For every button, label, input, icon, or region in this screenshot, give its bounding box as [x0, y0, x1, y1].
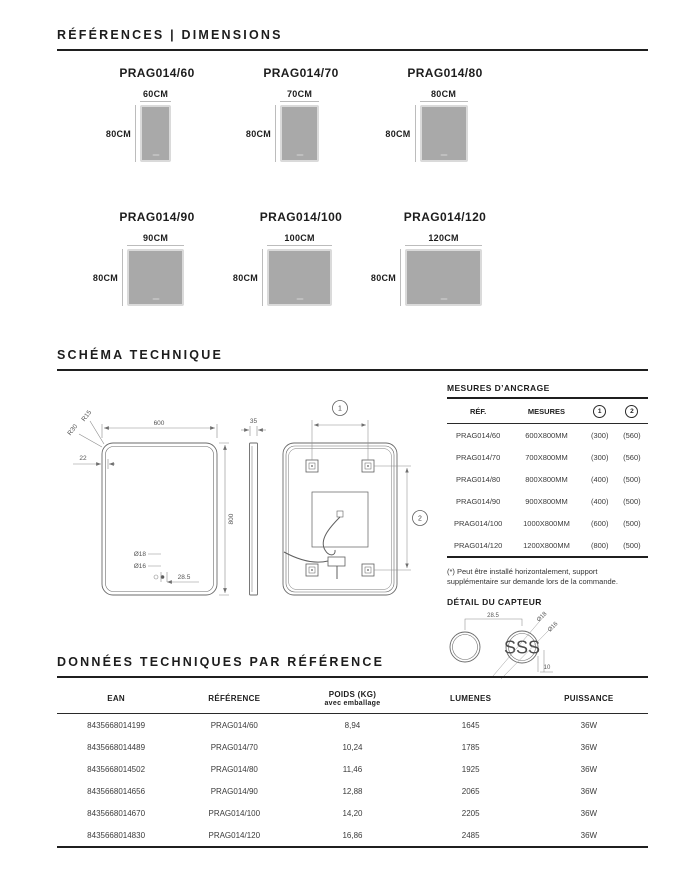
mirror-preview [267, 249, 332, 306]
sensor-depth: 10 [543, 665, 551, 672]
mirror-ref: PRAG014/80 [407, 66, 483, 80]
anchor-table-row: PRAG014/70 700X800MM (300) (560) [456, 452, 641, 462]
height-dimension-label: 80CM [92, 272, 119, 283]
technical-data-table [57, 682, 648, 848]
anchor-table-row: PRAG014/60 600X800MM (300) (560) [456, 430, 641, 440]
height-dimension-label: 80CM [385, 128, 411, 139]
width-dimension-label: 80CM [431, 89, 457, 99]
height-dimension-label: 80CM [245, 128, 272, 139]
width-dimension-label: 70CM [287, 89, 313, 99]
anchor-table-row: PRAG014/80 800X800MM (400) (500) [456, 474, 641, 484]
dim-thickness: 35 [249, 418, 258, 425]
mirror-ref: PRAG014/70 [263, 66, 339, 80]
height-dimension-line [400, 249, 401, 306]
tech-table-row: 8435668014502 PRAG014/80 11,46 1925 36W [87, 764, 598, 774]
width-dimension-label: 90CM [143, 233, 169, 243]
anchor-table-title: MESURES D’ANCRAGE [447, 383, 648, 399]
width-dimension-line [420, 101, 468, 102]
tech-table-row: 8435668014489 PRAG014/70 10,24 1785 36W [87, 742, 598, 752]
width-dimension-label: 60CM [143, 89, 169, 99]
mirror-preview [280, 105, 319, 162]
mirror-preview [420, 105, 468, 162]
mirror-preview [140, 105, 171, 162]
marker-1-label: 1 [338, 405, 342, 413]
sensor-symbol: SSS [503, 637, 541, 658]
width-dimension-line [140, 101, 171, 102]
height-dimension-label: 80CM [105, 128, 132, 139]
width-dimension-line [405, 245, 482, 246]
mirror-ref: PRAG014/60 [119, 66, 195, 80]
mirror-figure-90 [85, 210, 229, 306]
height-dimension-line [415, 105, 416, 162]
section-title-schema: SCHÉMA TECHNIQUE [57, 348, 648, 371]
mounting-brackets [306, 460, 374, 576]
front-view-dimensions [73, 421, 229, 595]
tech-table-header-row [57, 682, 648, 714]
dim-hole-18: Ø18 [133, 551, 146, 558]
side-view-dimensions [241, 426, 266, 436]
junction-box-and-cable [284, 492, 368, 579]
mirror-preview [405, 249, 482, 306]
width-dimension-label: 100CM [284, 233, 315, 243]
col-marker-1: 1 [593, 405, 606, 418]
height-dimension-label: 80CM [232, 272, 259, 283]
marker-2-label: 2 [418, 515, 422, 523]
anchor-table-row: PRAG014/120 1200X800MM (800) (500) [447, 534, 648, 557]
mirror-figure-100 [229, 210, 373, 306]
height-dimension-label: 80CM [370, 272, 397, 283]
col-ref: RÉF. [447, 399, 509, 424]
mirror-ref: PRAG014/120 [403, 210, 487, 224]
anchor-table-header-row [447, 399, 648, 424]
width-dimension-label: 120CM [428, 233, 459, 243]
tech-table-row: 8435668014670 PRAG014/100 14,20 2205 36W [87, 808, 598, 818]
col-mesures: MESURES [509, 399, 583, 424]
height-dimension-line [275, 105, 276, 162]
height-dimension-line [122, 249, 123, 306]
col-reference: RÉFÉRENCE [175, 682, 293, 714]
height-dimension-line [262, 249, 263, 306]
dim-radius-15: R15 [80, 409, 94, 423]
section-title-references: RÉFÉRENCES | DIMENSIONS [57, 28, 648, 51]
height-dimension-line [135, 105, 136, 162]
anchor-measures-panel [447, 383, 648, 687]
tech-table-row: 8435668014830 PRAG014/120 16,86 2485 36W [57, 824, 648, 847]
mirror-ref: PRAG014/100 [259, 210, 343, 224]
dim-led-inset: 22 [79, 455, 87, 462]
col-ean: EAN [57, 682, 175, 714]
col-poids: POIDS (KG) avec emballage [293, 682, 411, 714]
mirror-figure-60 [85, 66, 229, 162]
dim-front-width: 600 [153, 420, 165, 427]
mirror-ref: PRAG014/90 [119, 210, 195, 224]
front-view-outline [102, 443, 217, 595]
dim-hole-16: Ø16 [133, 563, 146, 570]
width-dimension-line [267, 245, 332, 246]
dim-hole-offset: 28.5 [177, 574, 191, 581]
col-lumens: LUMENES [412, 682, 530, 714]
mirror-preview [127, 249, 184, 306]
mirror-figures-grid [85, 66, 517, 306]
sensor-d18: Ø18 [536, 611, 549, 624]
dim-radius-30: R30 [66, 423, 80, 437]
width-dimension-line [280, 101, 319, 102]
tech-table-row: 8435668014199 PRAG014/60 8,94 1645 36W [87, 720, 598, 730]
col-poids-subtitle: avec emballage [324, 700, 381, 707]
mirror-figure-80 [373, 66, 517, 162]
tech-table-row: 8435668014656 PRAG014/90 12,88 2065 36W [87, 786, 598, 796]
anchor-footnote: (*) Peut être installé horizontalement, support supplémentaire sur demande lors de la commande. [447, 567, 618, 587]
width-dimension-line [127, 245, 184, 246]
technical-drawing [57, 390, 447, 662]
mirror-figure-70 [229, 66, 373, 162]
sensor-detail-title: DÉTAIL DU CAPTEUR [447, 597, 542, 608]
anchor-table-row: PRAG014/90 900X800MM (400) (500) [456, 496, 641, 506]
col-marker-2: 2 [625, 405, 638, 418]
mirror-figure-120 [370, 210, 517, 306]
anchor-table-row: PRAG014/100 1000X800MM (600) (500) [453, 518, 641, 528]
col-puissance: PUISSANCE [530, 682, 648, 714]
anchor-table [447, 399, 648, 558]
section-title-technical-data: DONNÉES TECHNIQUES PAR RÉFÉRENCE [57, 655, 648, 678]
sensor-d16: Ø16 [547, 621, 560, 634]
sensor-spacing: 28.5 [487, 613, 499, 620]
dim-front-height: 800 [228, 513, 235, 525]
side-view-outline [250, 443, 258, 595]
technical-data-panel [57, 682, 648, 848]
